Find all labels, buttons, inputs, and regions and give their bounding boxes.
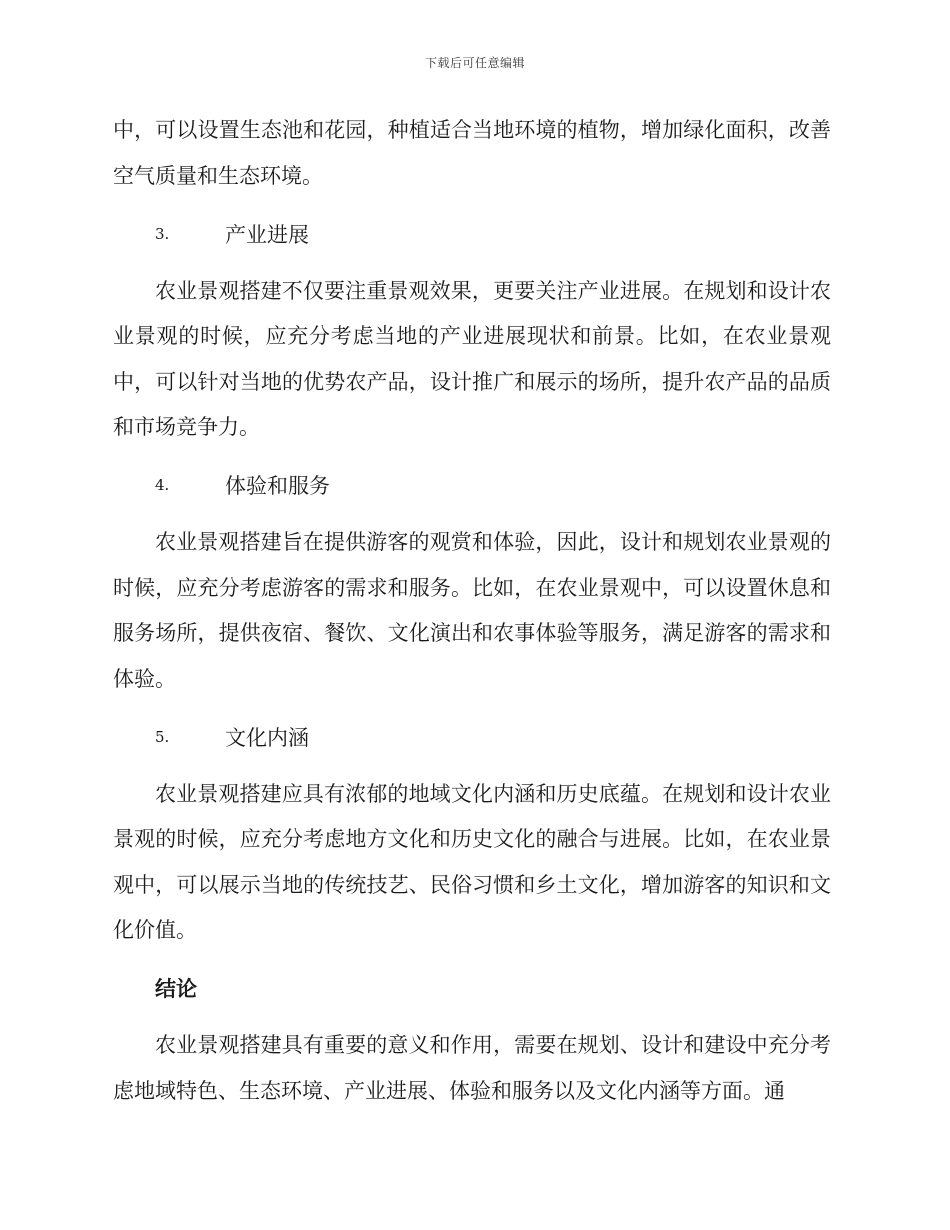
section-paragraph-3: 农业景观搭建不仅要注重景观效果，更要关注产业进展。在规划和设计农业景观的时候，应充分考虑当地的产业进展现状和前景。比如，在农业景观中，可以针对当地的优势农产品，设计推广和展示的场所，提升农产品的品质和市场竞争力。 [113,278,831,439]
section-number: 4. [155,476,170,495]
section-heading-5 [113,714,831,760]
section-paragraph-4: 农业景观搭建旨在提供游客的观赏和体验，因此，设计和规划农业景观的时候，应充分考虑游客的需求和服务。比如，在农业景观中，可以设置休息和服务场所，提供夜宿、餐饮、文化演出和农事体验等服务，满足游客的需求和体验。 [113,530,831,691]
section-heading-4 [113,463,831,509]
section-title: 产业进展 [225,222,309,247]
section-number: 5. [155,727,170,746]
section-title: 体验和服务 [225,474,330,499]
section-title: 文化内涵 [225,725,309,750]
document-body [113,108,831,1114]
section-paragraph-5: 农业景观搭建应具有浓郁的地域文化内涵和历史底蕴。在规划和设计农业景观的时候，应充分考虑地方文化和历史文化的融合与进展。比如，在农业景观中，可以展示当地的传统技艺、民俗习惯和乡土文化，增加游客的知识和文化价值。 [113,781,831,942]
conclusion-heading: 结论 [155,977,197,1002]
continued-paragraph: 中，可以设置生态池和花园，种植适合当地环境的植物，增加绿化面积，改善空气质量和生态环境。 [113,118,831,188]
section-heading-3 [113,211,831,257]
section-number: 3. [155,224,170,243]
conclusion-paragraph: 农业景观搭建具有重要的意义和作用，需要在规划、设计和建设中充分考虑地域特色、生态环境、产业进展、体验和服务以及文化内涵等方面。通 [113,1033,831,1103]
page-header: 下载后可任意编辑 [424,56,525,70]
